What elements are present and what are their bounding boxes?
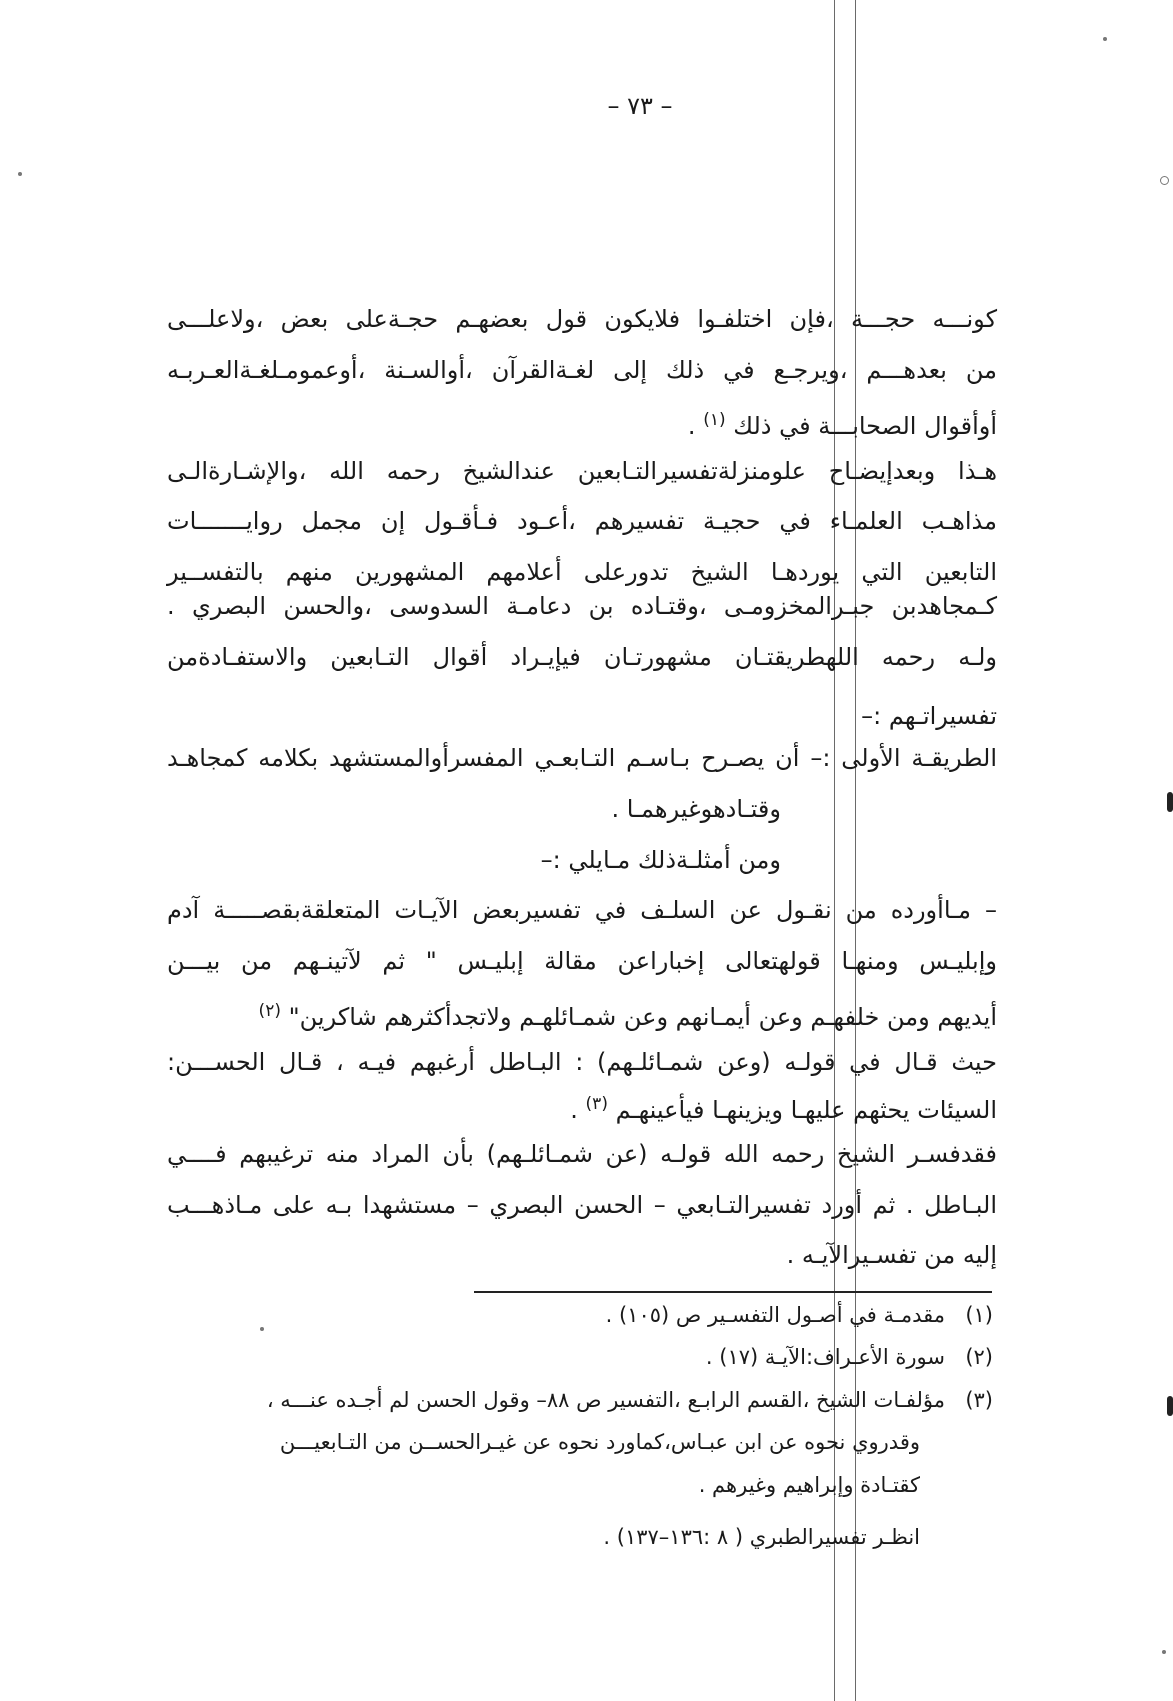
body-line-text: السيئات يحثهم عليهـا ويزينهـا فيأعينهـم bbox=[615, 1096, 997, 1124]
body-line: فقدفسـر الشيخ رحمه الله قولـه (عن شمـائلـهم) بأن المراد منه ترغيبهم فــــي bbox=[167, 1140, 997, 1168]
footnote-marker: (١) bbox=[703, 410, 726, 430]
body-line: كـمجاهدبن جبـرالمخزومـى ،وقتـاده بن دعامـة السدوسى ،والحسن البصري . bbox=[167, 592, 997, 620]
footnote bbox=[173, 1342, 993, 1372]
page-number: – ٧٣ – bbox=[607, 92, 673, 120]
footnote-continuation: كقتـادة وإبراهيم وغيرهم . bbox=[698, 1473, 920, 1497]
end-dot: . bbox=[687, 412, 696, 440]
body-line: ولـه رحمه اللهطريقتـان مشهورتـان فيإيـراد أقوال التـابعين والاستفـادةمن bbox=[167, 643, 997, 671]
body-line: وقتـادهوغيرهمـا . bbox=[611, 795, 781, 823]
footnote-marker: (٢) bbox=[258, 1001, 281, 1021]
footnote-text: مؤلفـات الشيخ ،القسم الرابـع ،التفسير ص ٨٨– وقول الحسن لم أجـده عنـــه ، bbox=[266, 1388, 945, 1412]
footnote-number: (٢) bbox=[965, 1345, 993, 1369]
speck bbox=[18, 172, 22, 176]
edge-mark bbox=[1167, 1396, 1173, 1416]
footnote-text: سورة الأعـراف:الآيـة (١٧) . bbox=[705, 1345, 945, 1369]
body-line: الطريقـة الأولى :– أن يصـرح بـاسـم التـابعـي المفسرأوالمستشهد بكلامه كمجاهـد bbox=[167, 744, 997, 772]
body-line: إليه من تفسـيرالآيـه . bbox=[786, 1241, 997, 1269]
speck bbox=[1103, 37, 1107, 41]
body-line: من بعدهـــم ،ويرجـع في ذلك إلى لغـةالقرآن ،أوالسـنة ،أوعمومـلغـةالعـربـه bbox=[167, 356, 997, 384]
body-line: تفسيراتـهم :– bbox=[861, 702, 997, 730]
body-line: البـاطل . ثم أورد تفسيرالتـابعي – الحسن البصري – مستشهدا بـه على مـاذهـــب bbox=[167, 1191, 997, 1219]
footnote-marker: (٣) bbox=[585, 1094, 608, 1114]
footnote-continuation: وقدروي نحوه عن ابن عبـاس،كماورد نحوه عن غيـرالحســن من التـابعيـــن bbox=[279, 1430, 920, 1454]
footnote bbox=[173, 1385, 993, 1415]
body-line: مذاهـب العلمـاء في حجيـة تفسيرهم ،أعـود فـأقـول إن مجمل روايـــــــات bbox=[167, 507, 997, 535]
body-line: – مـاأورده من نقـول عن السلـف في تفسيربعض الآيـات المتعلقةبقصـــــة آدم bbox=[167, 896, 997, 924]
punch-hole bbox=[1160, 176, 1169, 185]
footnote-text: مقدمـة في أصـول التفسـير ص (١٠٥) . bbox=[605, 1303, 945, 1327]
footnote-number: (١) bbox=[965, 1303, 993, 1327]
body-line bbox=[167, 994, 997, 1034]
footnote-separator bbox=[474, 1291, 992, 1293]
body-line: ومن أمثلـةذلك مـايلي :– bbox=[540, 846, 781, 874]
end-dot: . bbox=[570, 1096, 578, 1124]
footnote-number: (٣) bbox=[965, 1388, 993, 1412]
speck bbox=[1162, 1650, 1166, 1654]
body-line: كونـــه حجـــة ،فإن اختلفـوا فلايكون قول بعضهـم حجـةعلى بعض ،ولاعلـــى bbox=[167, 305, 997, 333]
body-line bbox=[167, 403, 997, 443]
body-line-text: أوأقوال الصحابـــة في ذلك bbox=[733, 412, 997, 440]
footnote-continuation: انظـر تفسيرالطبري ( ٨ :١٣٦–١٣٧) . bbox=[603, 1525, 920, 1549]
body-line: هـذا وبعدإيضـاح علومنزلةتفسيرالتـابعين عندالشيخ رحمه الله ،والإشـارةالـى bbox=[167, 457, 997, 485]
body-line-text: أيديهم ومن خلفهـم وعن أيمـانهم وعن شمـائلهـم ولاتجدأكثرهم شاكرين" bbox=[288, 1003, 997, 1031]
body-line: وإبليـس ومنهـا قولهتعالى إخباراعن مقالة إبليـس " ثم لآتينـهم من بيـــن bbox=[167, 947, 997, 975]
body-line: التابعين التي يوردهـا الشيخ تدورعلى أعلامهم المشهورين منهم بالتفســير bbox=[167, 558, 997, 586]
body-line bbox=[167, 1087, 997, 1127]
body-line: حيث قـال في قولـه (وعن شمـائلـهم) : البـاطل أرغبهم فيـه ، قـال الحســـن: bbox=[167, 1048, 997, 1076]
edge-mark bbox=[1167, 792, 1173, 812]
footnote bbox=[173, 1300, 993, 1330]
